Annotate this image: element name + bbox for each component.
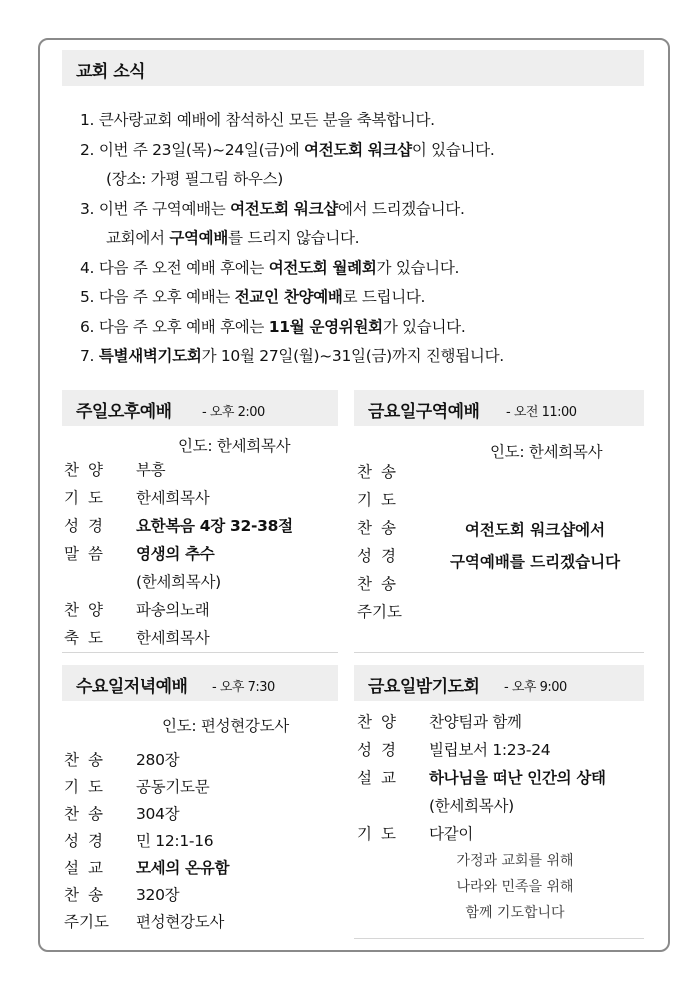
friday-district-header [354, 390, 644, 426]
wednesday-time: - 오후 7:30 [212, 680, 275, 695]
friday-district-message [430, 514, 640, 578]
news-list [80, 106, 504, 372]
divider [354, 652, 644, 653]
sunday-header [62, 390, 338, 426]
sunday-time: - 오후 2:00 [202, 405, 265, 420]
wednesday-leader: 인도: 편성현강도사 [162, 717, 289, 735]
friday-district-time: - 오전 11:00 [506, 405, 577, 420]
news-item-4: 4. 다음 주 오전 예배 후에는 여전도회 월례회가 있습니다. [80, 258, 460, 277]
wednesday-order: 찬송 280장 기도 공동기도문 찬송 304장 성경 민 12:1-16 설교 모세의 온유함 찬송 320장 주기도 편성현강도사 [64, 751, 230, 931]
news-item-3: 3. 이번 주 구역예배는 여전도회 워크샵에서 드리겠습니다. [80, 199, 465, 218]
news-item-5: 5. 다음 주 오후 예배는 전교인 찬양예배로 드립니다. [80, 288, 426, 306]
wednesday-title: 수요일저녁예배 [76, 677, 188, 697]
friday-night-title: 금요일밤기도회 [368, 677, 480, 697]
news-item-7: 7. 특별새벽기도회가 10월 27일(월)~31일(금)까지 진행됩니다. [80, 347, 504, 365]
news-item-2: 2. 이번 주 23일(목)~24일(금)에 여전도회 워크샵이 있습니다. [80, 140, 495, 159]
prayer-line-1: 가정과 교회를 위해 [456, 853, 574, 869]
prayer-line-3: 함께 기도합니다 [465, 905, 565, 921]
news-header [62, 50, 644, 86]
news-item-1: 1. 큰사랑교회 예배에 참석하신 모든 분을 축복합니다. [80, 111, 435, 129]
wednesday-header [62, 665, 338, 701]
news-item-6: 6. 다음 주 오후 예배 후에는 11월 운영위원회가 있습니다. [80, 317, 466, 336]
divider [62, 652, 338, 653]
message-line-2: 구역예배를 드리겠습니다 [449, 553, 621, 571]
friday-night-prayer [410, 848, 620, 926]
friday-district-labels: 찬송 기도 찬송 성경 찬송 주기도 [357, 463, 405, 621]
sunday-leader: 인도: 한세희목사 [178, 437, 291, 455]
friday-district-leader: 인도: 한세희목사 [490, 443, 603, 461]
prayer-line-2: 나라와 민족을 위해 [456, 879, 574, 895]
news-item-3-note: 교회에서 구역예배를 드리지 않습니다. [106, 229, 360, 247]
friday-night-header [354, 665, 644, 701]
news-item-2-location: (장소: 가평 필그림 하우스) [106, 170, 284, 188]
message-line-1: 여전도회 워크샵에서 [464, 521, 606, 539]
sunday-title: 주일오후예배 [76, 402, 172, 422]
friday-night-order: 찬양 찬양팀과 함께 성경 빌립보서 1:23-24 설교 하나님을 떠난 인간의 상태 (한세희목사) 기도 다같이 [357, 713, 606, 843]
friday-night-time: - 오후 9:00 [504, 680, 567, 695]
divider [354, 938, 644, 939]
news-title: 교회 소식 [76, 62, 146, 82]
friday-district-title: 금요일구역예배 [368, 402, 480, 422]
sunday-order: 찬양 부흥 기도 한세희목사 성경 요한복음 4장 32-38절 말씀 영생의 추수 (한세희목사) 찬양 파송의노래 축도 한세희목사 [64, 461, 293, 647]
